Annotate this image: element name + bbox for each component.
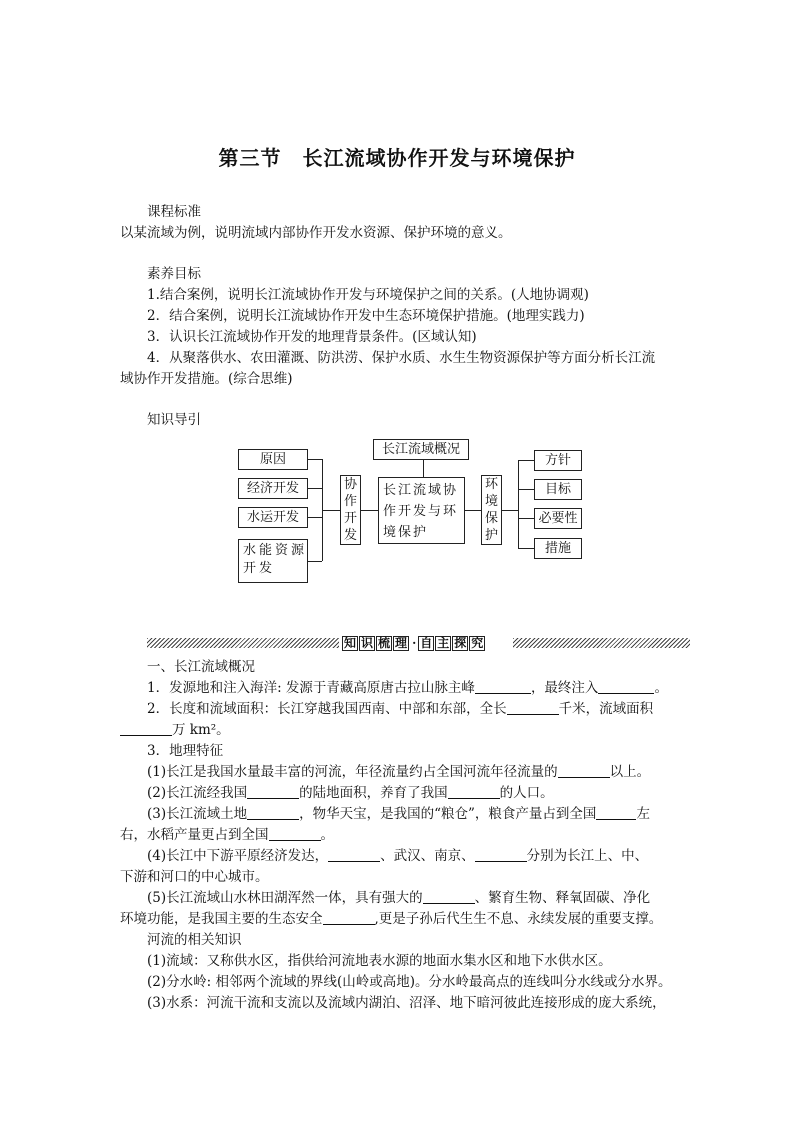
standard-heading: 课程标准 — [147, 204, 201, 220]
feature-2: (2)长江流经我国 的陆地面积，养育了我国 的人口。 — [147, 785, 554, 801]
box-hydropower-dev — [238, 539, 308, 583]
feature-4: (4)长江中下游平原经济发达， 、武汉、南京、 分别为长江上、中、 — [147, 848, 649, 864]
hydropower-line-2: 开发 — [243, 561, 276, 576]
box-economic-dev: 经济开发 — [238, 478, 308, 499]
box-goal: 目标 — [534, 479, 582, 500]
feature-5: (5)长江流域山水林田湖浑然一体，具有强大的 、繁育生物、释氧固碳、净化 — [147, 890, 651, 906]
goal-item-4-cont: 域协作开发措施。(综合思维) — [120, 371, 293, 387]
box-reason: 原因 — [238, 449, 308, 470]
feature-3: (3)长江流域土地 ，物华天宝，是我国的“粮仓”，粮食产量占到全国 左 — [147, 806, 650, 822]
para-features-heading: 3．地理特征 — [147, 743, 224, 759]
box-main-topic: 长江流域协 作开发与环 境保护 — [378, 477, 465, 544]
knowledge-watershed: (2)分水岭: 相邻两个流域的界线(山岭或高地)。分水岭最高点的连线叫分水线或分水界。 — [147, 974, 672, 990]
goal-item-3: 3．认识长江流域协作开发的地理背景条件。(区域认知) — [147, 329, 477, 345]
standard-text: 以某流域为例，说明流域内部协作开发水资源、保护环境的意义。 — [120, 225, 512, 241]
box-shipping-dev: 水运开发 — [238, 507, 308, 528]
para-length: 2．长度和流域面积：长江穿越我国西南、中部和东部，全长 千米，流域面积 — [147, 701, 654, 717]
goals-heading: 素养目标 — [147, 266, 201, 282]
para-source: 1．发源地和注入海洋: 发源于青藏高原唐古拉山脉主峰 ，最终注入 。 — [147, 680, 668, 696]
feature-4-cont: 下游和河口的中心城市。 — [120, 869, 269, 885]
box-measures: 措施 — [534, 538, 582, 559]
box-cooperative-dev: 协 作 开 发 — [340, 475, 361, 545]
goal-item-1: 1.结合案例，说明长江流域协作开发与环境保护之间的关系。(人地协调观) — [147, 287, 589, 303]
knowledge-basin: (1)流域：又称供水区，指供给河流地表水源的地面水集水区和地下水供水区。 — [147, 953, 612, 969]
goal-item-2: 2．结合案例，说明长江流域协作开发中生态环境保护措施。(地理实践力) — [147, 308, 585, 324]
box-env-protection: 环 境 保 护 — [481, 475, 502, 545]
hydropower-line-1: 水能资源 — [243, 543, 308, 558]
para-area: 万 km²。 — [120, 720, 680, 741]
feature-5-cont: 环境功能，是我国主要的生态安全 ,更是子孙后代生生不息、永续发展的重要支撑。 — [120, 911, 663, 927]
banner-label: 知 识 梳 理 · 自 主 探 究 — [344, 635, 484, 650]
section1-heading: 一、长江流域概况 — [147, 659, 255, 675]
guide-heading: 知识导引 — [147, 412, 201, 428]
feature-3-cont: 右，水稻产量更占到全国 。 — [120, 827, 334, 843]
page-title: 第三节 长江流域协作开发与环境保护 — [218, 146, 576, 170]
box-necessity: 必要性 — [534, 508, 582, 529]
goal-item-4: 4．从聚落供水、农田灌溉、防洪涝、保护水质、水生生物资源保护等方面分析长江流 — [147, 350, 656, 366]
section-banner — [147, 635, 690, 651]
knowledge-river-system: (3)水系：河流干流和支流以及流域内湖泊、沼泽、地下暗河彼此连接形成的庞大系统， — [147, 995, 666, 1011]
box-overview: 长江流域概况 — [373, 439, 469, 460]
knowledge-heading: 河流的相关知识 — [147, 932, 242, 948]
feature-1: (1)长江是我国水量最丰富的河流，年径流量约占全国河流年径流量的 以上。 — [147, 764, 651, 780]
box-policy: 方针 — [534, 450, 582, 471]
